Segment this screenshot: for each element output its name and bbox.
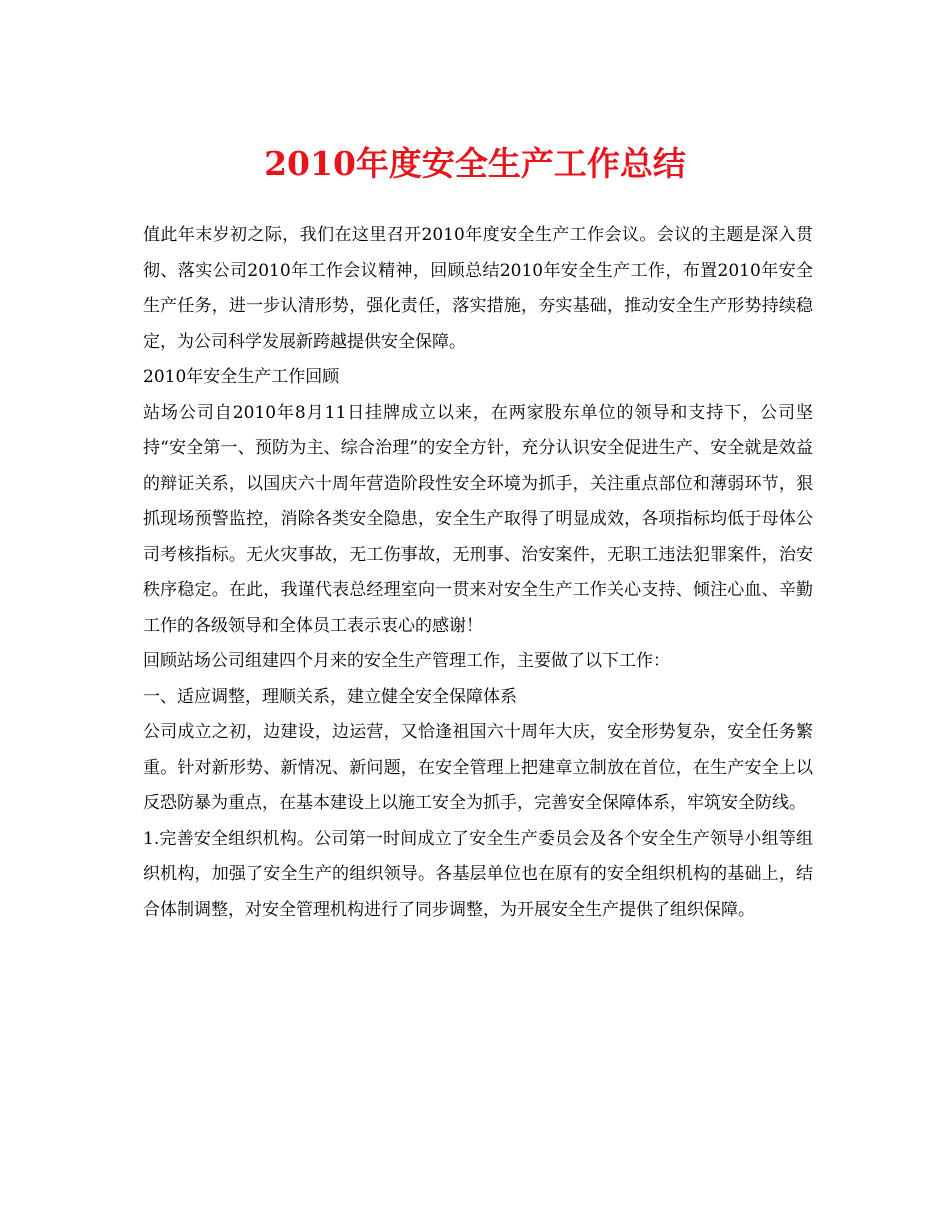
section-heading-one: 一、适应调整，理顺关系，建立健全安全保障体系 bbox=[143, 686, 517, 707]
paragraph-review: 站场公司自2010年8月11日挂牌成立以来，在两家股东单位的领导和支持下，公司坚持“安全第一、预防为主、综合治理”的安全方针，充分认识安全促进生产、安全就是效益的辩证关系，以国庆六十周年营造阶段性安全环境为抓手，关注重点部位和薄弱环节，狠抓现场预警监控，消除各类安全隐患，安全生产取得了明显成效，各项指标均低于母体公司考核指标。无火灾事故，无工伤事故，无刑事、治安案件，无职工违法犯罪案件，治安秩序稳定。在此，我谨代表总经理室向一贯来对安全生产工作关心支持、倾注心血、辛勤工作的各级领导和全体员工表示衷心的感谢！ bbox=[143, 402, 813, 636]
section-heading-review: 2010年安全生产工作回顾 bbox=[143, 367, 340, 387]
paragraph-item-one: 1.完善安全组织机构。公司第一时间成立了安全生产委员会及各个安全生产领导小组等组织机构，加强了安全生产的组织领导。各基层单位也在原有的安全组织机构的基础上，结合体制调整，对安全管理机构进行了同步调整，为开展安全生产提供了组织保障。 bbox=[143, 828, 813, 920]
document-body bbox=[143, 218, 813, 928]
document-title: 2010年度安全生产工作总结 bbox=[264, 144, 686, 183]
paragraph-summary-lead: 回顾站场公司组建四个月来的安全生产管理工作，主要做了以下工作： bbox=[143, 651, 670, 671]
paragraph-intro: 值此年末岁初之际，我们在这里召开2010年度安全生产工作会议。会议的主题是深入贯彻、落实公司2010年工作会议精神，回顾总结2010年安全生产工作，布置2010年安全生产任务，进一步认清形势，强化责任，落实措施，夯实基础，推动安全生产形势持续稳定，为公司科学发展新跨越提供安全保障。 bbox=[143, 225, 813, 352]
paragraph-section-one: 公司成立之初，边建设，边运营，又恰逢祖国六十周年大庆，安全形势复杂，安全任务繁重。针对新形势、新情况、新问题，在安全管理上把建章立制放在首位，在生产安全上以反恐防暴为重点，在基本建设上以施工安全为抓手，完善安全保障体系，牢筑安全防线。 bbox=[143, 722, 813, 813]
